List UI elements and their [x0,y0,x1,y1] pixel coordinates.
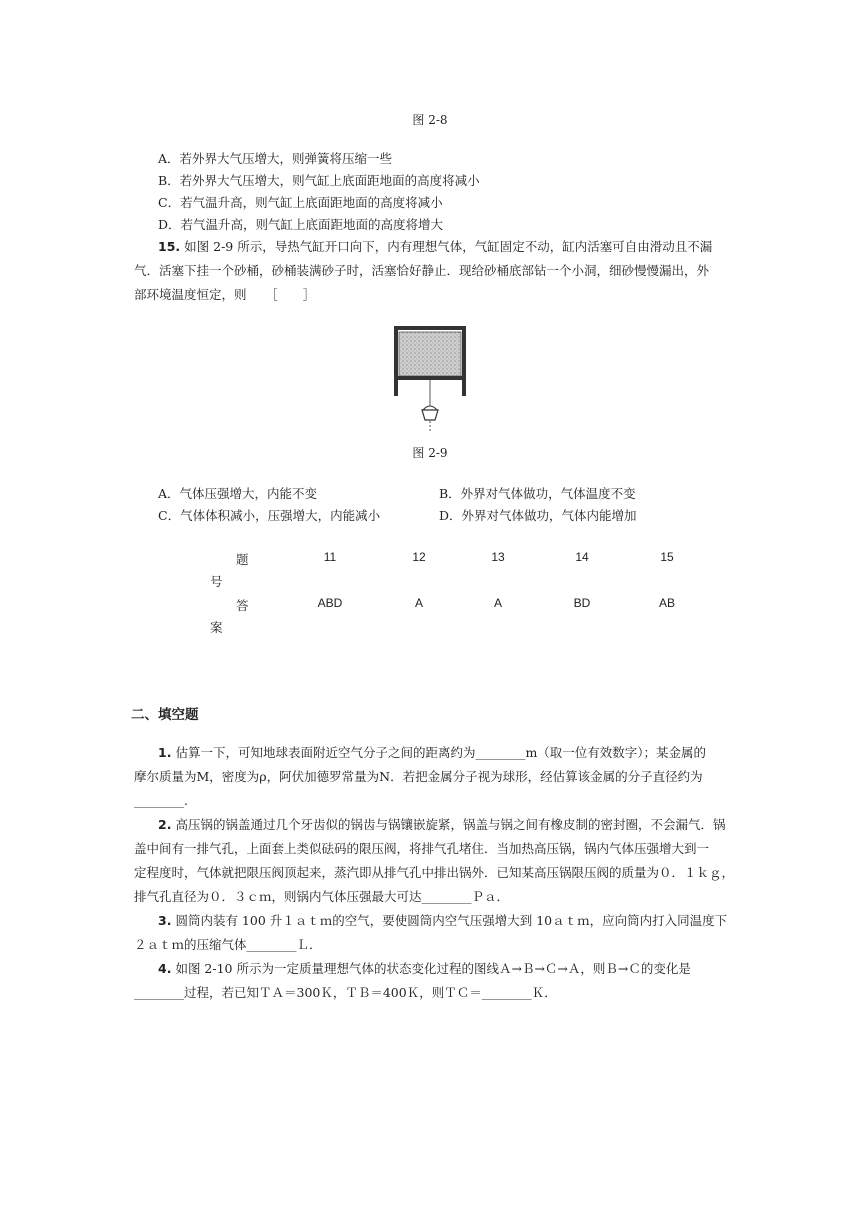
table-number-12: 12 [412,550,426,564]
figure-2-9-caption: 图 2-9 [412,446,448,460]
table-label-hao: 号 [210,574,223,589]
fill-q2-line-1 [158,816,725,834]
table-number-13: 13 [491,550,505,564]
fill-q1-line-1 [158,744,706,762]
fill-q2-line-3: 定程度时，气体就把限压阀顶起来，蒸汽即从排气孔中排出锅外．已知某高压锅限压阀的质量为０．１ｋｇ， [134,865,735,880]
q15-line-2: 气．活塞下挂一个砂桶，砂桶装满砂子时，活塞恰好静止．现给砂桶底部钻一个小洞，细砂慢慢漏出，外 [134,263,710,278]
q15-text-1: 如图 2-9 所示，导热气缸开口向下，内有理想气体，气缸固定不动，缸内活塞可自由滑动且不漏 [184,239,713,254]
table-answer-15: AB [658,596,675,610]
fill-q1-line-3: ________. [134,793,188,808]
fill-q1-text-1: 估算一下，可知地球表面附近空气分子之间的距离约为________m（取一位有效数字）；某金属的 [175,745,707,760]
fill-q4-number: 4. [158,961,172,976]
table-answer-12: A [414,596,423,610]
table-answer-11: ABD [317,596,343,610]
fill-q2-line-2: 盖中间有一排气孔，上面套上类似砝码的限压阀，将排气孔堵住．当加热高压锅，锅内气体压强增大到一 [134,841,710,856]
q15-option-d: D．外界对气体做功，气体内能增加 [439,508,637,523]
fill-q4-text-1: 如图 2-10 所示为一定质量理想气体的状态变化过程的图线Ａ→Ｂ→Ｃ→Ａ，则Ｂ→Ｃ的变化是 [175,961,691,976]
q15-line-3: 部环境温度恒定，则 ［ ］ [134,287,316,302]
fill-q4-line-2: ________过程，若已知ＴＡ＝300Ｋ，ＴＢ＝400Ｋ，则ＴＣ＝________Ｋ． [134,985,557,1000]
fill-q1-number: 1. [158,745,172,760]
q15-option-a: A．气体压强增大，内能不变 [158,486,318,501]
fill-q3-line-1 [158,912,727,930]
fill-q1-line-2: 摩尔质量为M，密度为ρ，阿伏加德罗常量为N．若把金属分子视为球形，经估算该金属的分子直径约为 [134,769,703,784]
figure-2-8-caption: 图 2-8 [412,113,448,127]
fill-q3-text-1: 圆筒内装有 100 升１ａｔｍ的空气，要使圆筒内空气压强增大到 10ａｔｍ，应向筒内打入同温度下 [175,913,728,928]
fill-q2-text-1: 高压锅的锅盖通过几个牙齿似的锅齿与锅镶嵌旋紧，锅盖与锅之间有橡皮制的密封圈，不会漏气．锅 [175,817,726,832]
q14-option-a: A．若外界大气压增大，则弹簧将压缩一些 [158,151,393,166]
fill-q3-line-2: ２ａｔｍ的压缩气体________Ｌ． [134,937,322,952]
fill-q4-line-1 [158,960,691,978]
table-label-da: 答 [236,598,249,613]
q14-option-d: D．若气温升高，则气缸上底面距地面的高度将增大 [158,217,444,232]
table-answer-13: A [493,596,502,610]
q15-option-b: B．外界对气体做功，气体温度不变 [439,486,636,501]
fill-q3-number: 3. [158,913,172,928]
q14-option-b: B．若外界大气压增大，则气缸上底面距地面的高度将减小 [158,173,480,188]
section-2-heading: 二、填空题 [131,707,199,723]
q15-line-1 [158,238,712,256]
table-number-14: 14 [575,550,589,564]
q15-number: 15. [158,239,181,254]
table-number-11: 11 [323,550,337,564]
fill-q2-number: 2. [158,817,172,832]
table-label-an: 案 [210,620,223,635]
q15-option-c: C．气体体积减小，压强增大，内能减小 [158,508,381,523]
table-label-ti: 题 [236,552,249,567]
table-answer-14: BD [573,596,591,610]
fill-q2-line-4: 排气孔直径为０．３ｃｍ，则锅内气体压强最大可达________Ｐａ． [134,889,510,904]
q14-option-c: C．若气温升高，则气缸上底面距地面的高度将减小 [158,195,443,210]
figure-2-9-cylinder-diagram [390,324,470,440]
table-number-15: 15 [660,550,674,564]
